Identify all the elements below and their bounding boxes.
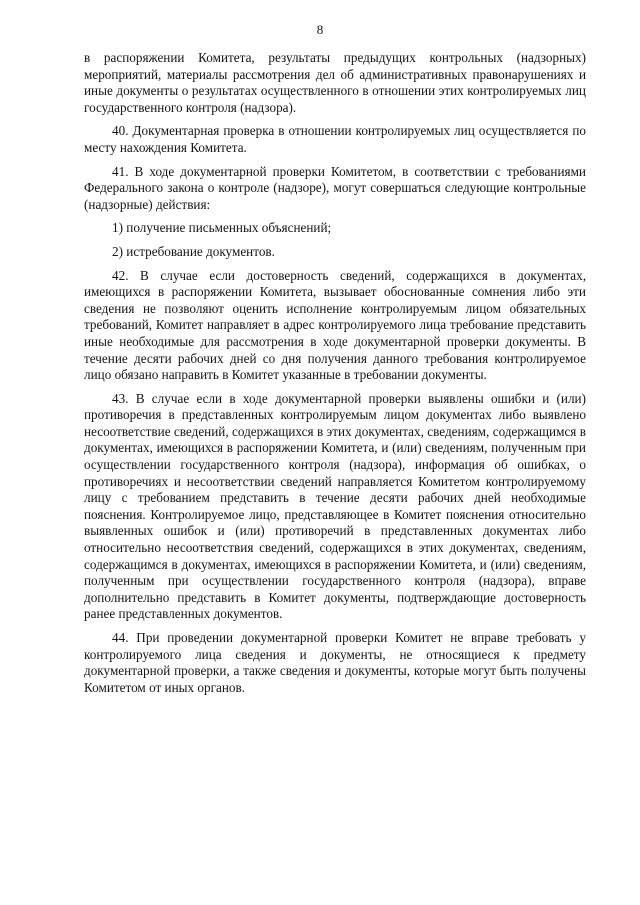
list-item-2: 2) истребование документов. xyxy=(112,243,275,259)
paragraph-continuation: в распоряжении Комитета, результаты предыдущих контрольных (надзорных) мероприятий, материалы рассмотрения дел об административных правонарушениях и иные документы о результатах осуществленного в отношении этих контролируемых лиц государственного контроля (надзора). xyxy=(84,50,586,115)
list-item-1: 1) получение письменных объяснений; xyxy=(112,220,332,236)
page-number: 8 xyxy=(316,22,324,37)
paragraph-41: 41. В ходе документарной проверки Комитетом, в соответствии с требованиями Федерального закона о контроле (надзоре), могут совершаться следующие контрольные (надзорные) действия: xyxy=(84,163,586,212)
paragraph-44: 44. При проведении документарной проверки Комитет не вправе требовать у контролируемого лица сведения и документы, не относящиеся к предмету документарной проверки, а также сведения и документы, которые могут быть получены Комитетом от иных органов. xyxy=(84,630,586,695)
document-body xyxy=(84,50,586,703)
paragraph-40: 40. Документарная проверка в отношении контролируемых лиц осуществляется по месту нахождения Комитета. xyxy=(84,123,586,155)
paragraph-42: 42. В случае если достоверность сведений, содержащихся в документах, имеющихся в распоряжении Комитета, вызывает обоснованные сомнения либо эти сведения не позволяют оценить исполнение контролируемым лицом обязательных требований, Комитет направляет в адрес контролируемого лица требование представить иные необходимые для рассмотрения в ходе документарной проверки документы. В течение десяти рабочих дней со дня получения данного требования контролируемое лицо обязано направить в Комитет указанные в требовании документы. xyxy=(84,267,586,383)
paragraph-43: 43. В случае если в ходе документарной проверки выявлены ошибки и (или) противоречия в представленных контролируемым лицом документах либо выявлено несоответствие сведений, содержащихся в этих документах, сведениям, содержащимся в документах, имеющихся в распоряжении Комитета, и (или) сведениям, полученным при осуществлении государственного контроля (надзора), информация об ошибках, о противоречиях и несоответствии сведений направляется Комитетом контролируемому лицу с требованием представить в течение десяти рабочих дней необходимые пояснения. Контролируемое лицо, представляющее в Комитет пояснения относительно выявленных ошибок и (или) противоречий в представленных документах либо относительно несоответствия сведений, содержащихся в этих документах, сведениям, содержащимся в документах, имеющихся в распоряжении Комитета, и (или) сведениям, полученным при осуществлении государственного контроля (надзора), вправе дополнительно представить в Комитет документы, подтверждающие достоверность ранее представленных документов. xyxy=(84,390,586,622)
